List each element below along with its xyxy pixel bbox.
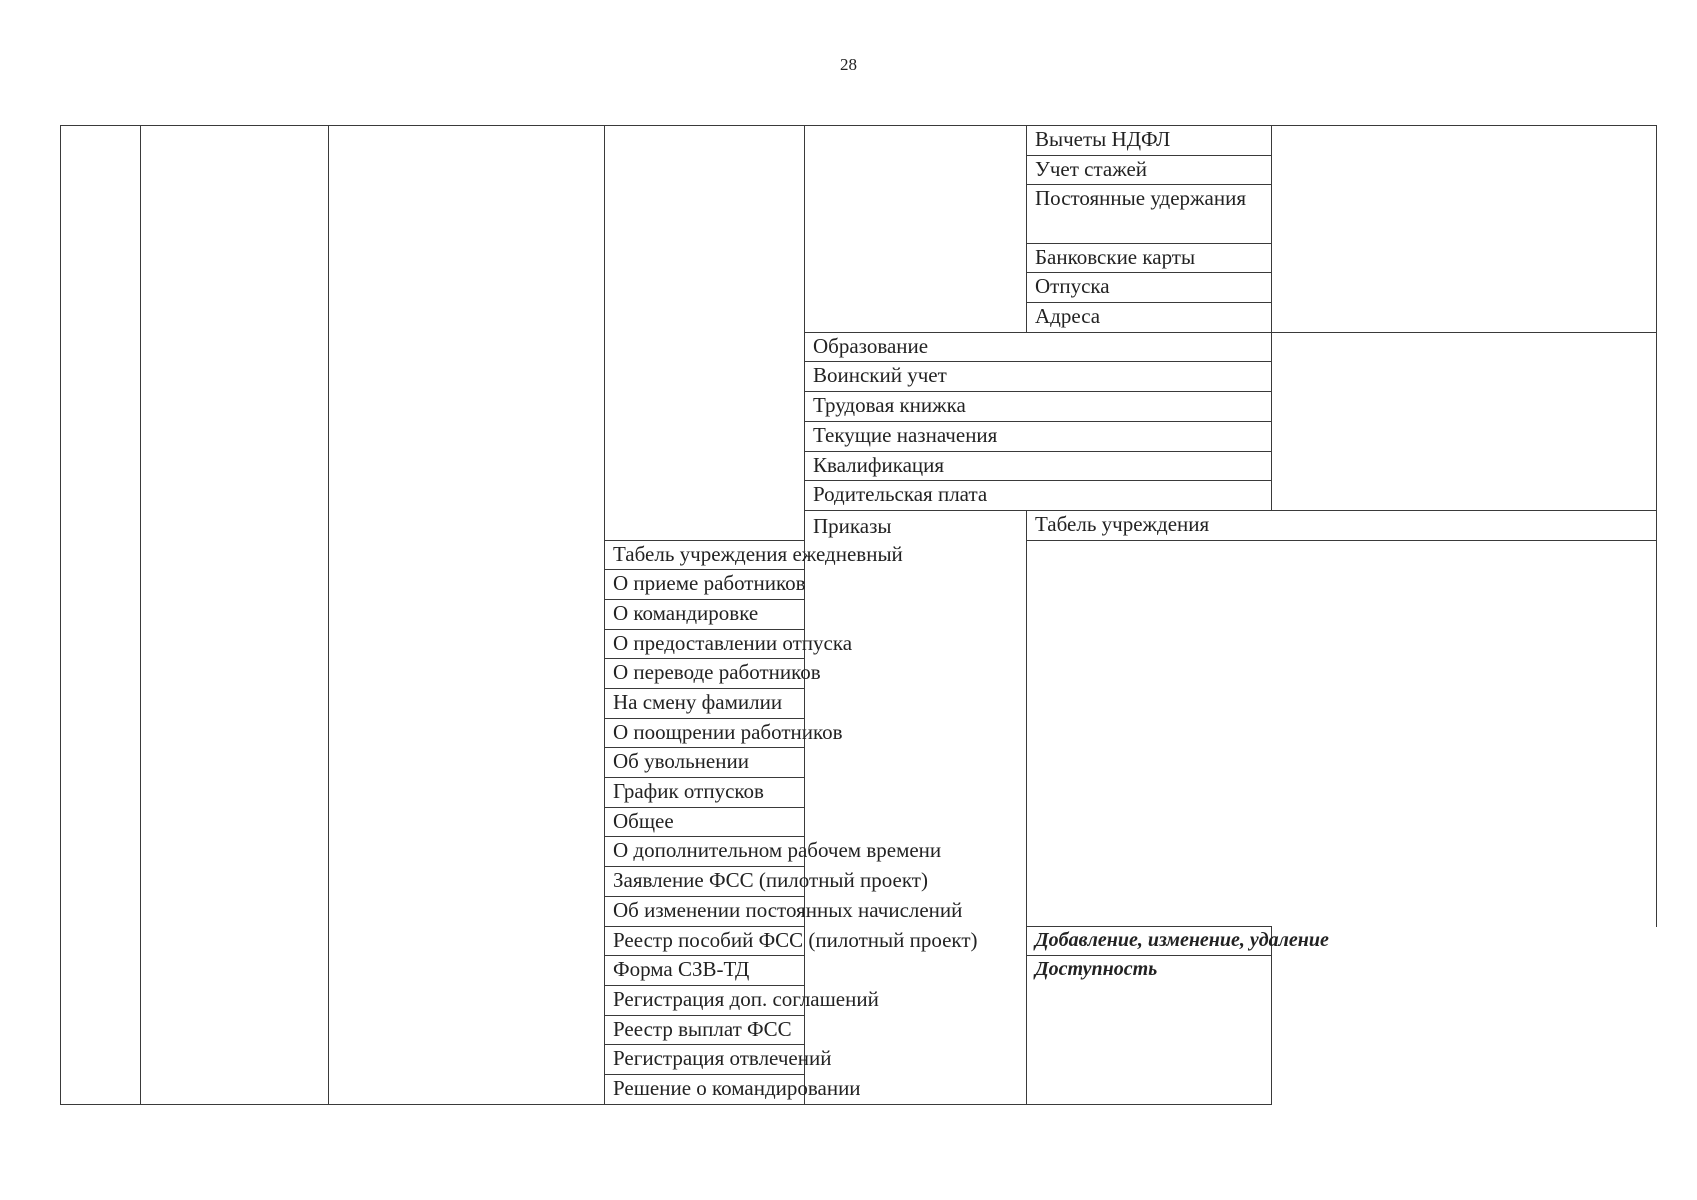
nested-field-label: Отпуска [1027,273,1272,303]
nested-field-label: Банковские карты [1027,243,1272,273]
field-label: Воинский учет [805,362,1272,392]
permissions-table [60,125,1657,1105]
field-label: Родительская плата [805,481,1272,511]
order-label: Форма СЗВ-ТД [605,956,1027,986]
column-1-cell [61,126,141,1105]
field-label: Образование [805,332,1272,362]
access-availability: Доступность [1027,956,1272,1105]
group-cell-empty [605,126,805,541]
access-add-edit-delete: Добавление, изменение, удаление [1027,926,1272,956]
order-label: На смену фамилии [605,689,1027,719]
order-label: Табель учреждения [1027,510,1657,540]
order-label: Общее [605,807,1027,837]
order-label: График отпусков [605,778,1027,808]
column-2-cell [141,126,329,1105]
page-number: 28 [840,55,857,74]
access-cell-empty [1272,126,1657,333]
order-label: Об изменении постоянных начислений [605,896,1027,926]
field-cell-empty [805,126,1027,333]
nested-field-label: Учет стажей [1027,155,1272,185]
order-label: Реестр выплат ФСС [605,1015,1027,1045]
order-label: О командировке [605,599,1027,629]
order-label: Регистрация доп. соглашений [605,985,1027,1015]
table-row [61,126,1657,156]
field-label: Трудовая книжка [805,392,1272,422]
nested-field-label: Постоянные удержания [1027,185,1272,243]
order-label: О поощрении работников [605,718,1027,748]
order-label: О переводе работников [605,659,1027,689]
column-3-cell [329,126,605,1105]
order-label: Заявление ФСС (пилотный проект) [605,867,1027,897]
order-label: О приеме работников [605,570,1027,600]
order-label: Решение о командировании [605,1074,1027,1104]
field-label: Текущие назначения [805,421,1272,451]
field-label: Квалификация [805,451,1272,481]
order-label: Реестр пособий ФСС (пилотный проект) [605,926,1027,956]
field-label: Адреса [1027,303,1657,333]
order-label: Об увольнении [605,748,1027,778]
order-label: Регистрация отвлечений [605,1045,1027,1075]
order-label: О предоставлении отпуска [605,629,1027,659]
group-label-orders: Приказы [805,510,1027,1104]
nested-field-label: Вычеты НДФЛ [1027,126,1272,156]
order-label: Табель учреждения ежедневный [605,540,1027,570]
order-label: О дополнительном рабочем времени [605,837,1027,867]
